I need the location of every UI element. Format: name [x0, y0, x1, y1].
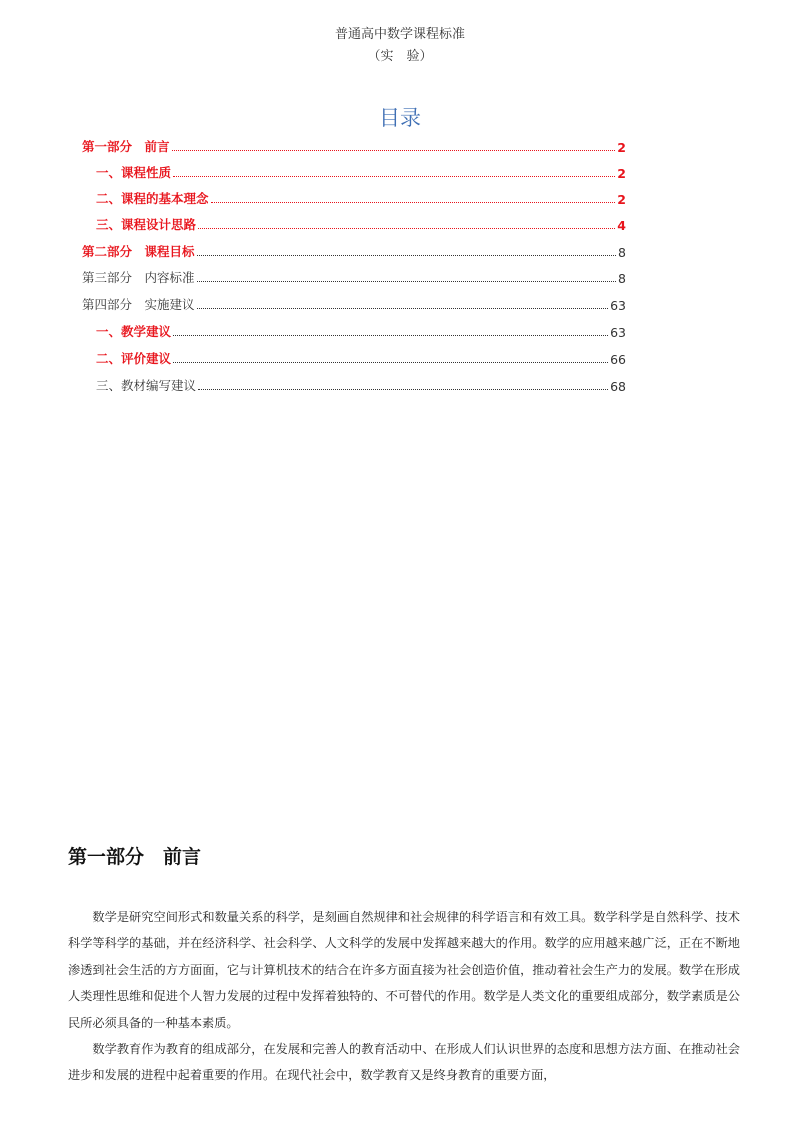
- section-body: [68, 904, 740, 1089]
- toc-entry-page: 66: [610, 352, 626, 367]
- toc-entry-label: 三、课程设计思路: [96, 217, 197, 232]
- paragraph: 数学教育作为教育的组成部分，在发展和完善人的教育活动中、在形成人们认识世界的态度和思想方法方面、在推动社会进步和发展的进程中起着重要的作用。在现代社会中，数学教育又是终身教育的重要方面，: [68, 1042, 740, 1083]
- toc-leader-dots: [198, 388, 608, 390]
- toc-entry-part3[interactable]: [82, 266, 626, 286]
- toc-entry-page: 63: [610, 298, 626, 313]
- document-title: 普通高中数学课程标准: [334, 27, 465, 42]
- toc-entry-label: 第四部分 实施建议: [82, 297, 195, 312]
- toc-entry-course-nature[interactable]: [96, 161, 626, 181]
- toc-entry-page: 2: [617, 192, 626, 207]
- toc-leader-dots: [173, 175, 615, 177]
- toc-entry-evaluation[interactable]: [96, 347, 626, 367]
- toc-leader-dots: [197, 280, 616, 282]
- toc-leader-dots: [197, 307, 609, 309]
- toc-entry-page: 63: [610, 325, 626, 340]
- toc-entry-design-ideas[interactable]: [96, 213, 626, 233]
- paragraph: 数学是研究空间形式和数量关系的科学，是刻画自然规律和社会规律的科学语言和有效工具。数学科学是自然科学、技术科学等科学的基础，并在经济科学、社会科学、人文科学的发展中发挥越来越大的作用。数学的应用越来越广泛，正在不断地渗透到社会生活的方方面面，它与计算机技术的结合在许多方面直接为社会创造价值，推动着社会生产力的发展。数学在形成人类理性思维和促进个人智力发展的过程中发挥着独特的、不可替代的作用。数学是人类文化的重要组成部分，数学素质是公民所必须具备的一种基本素质。: [68, 910, 740, 1030]
- toc-entry-page: 8: [618, 271, 626, 286]
- toc-entry-page: 2: [617, 140, 626, 155]
- toc-entry-basic-ideas[interactable]: [96, 187, 626, 207]
- toc-entry-label: 一、教学建议: [96, 324, 172, 339]
- toc-title: 目录: [379, 106, 421, 130]
- toc-entry-label: 第一部分 前言: [82, 139, 170, 154]
- toc-entry-page: 4: [617, 218, 626, 233]
- toc-entry-part2[interactable]: [82, 240, 626, 260]
- toc-entry-label: 三、教材编写建议: [96, 378, 197, 393]
- toc-entry-label: 一、课程性质: [96, 165, 172, 180]
- toc-entry-page: 8: [618, 245, 626, 260]
- toc-entry-label: 二、课程的基本理念: [96, 191, 209, 206]
- toc-leader-dots: [172, 149, 616, 151]
- toc-leader-dots: [197, 254, 616, 256]
- toc-entry-part4[interactable]: [82, 293, 626, 313]
- toc-entry-page: 2: [617, 166, 626, 181]
- section-heading: 第一部分 前言: [68, 846, 202, 868]
- toc-leader-dots: [211, 201, 616, 203]
- toc-entry-textbook[interactable]: [96, 374, 626, 394]
- document-subtitle: （实 验）: [367, 49, 433, 64]
- toc-entry-label: 第三部分 内容标准: [82, 270, 195, 285]
- toc-entry-page: 68: [610, 379, 626, 394]
- toc-leader-dots: [198, 227, 615, 229]
- toc-entry-teaching[interactable]: [96, 320, 626, 340]
- toc-entry-label: 第二部分 课程目标: [82, 244, 195, 259]
- toc-leader-dots: [173, 334, 608, 336]
- toc-entry-label: 二、评价建议: [96, 351, 172, 366]
- toc-entry-part1[interactable]: [82, 135, 626, 155]
- page-header: [0, 24, 800, 68]
- toc-leader-dots: [173, 361, 608, 363]
